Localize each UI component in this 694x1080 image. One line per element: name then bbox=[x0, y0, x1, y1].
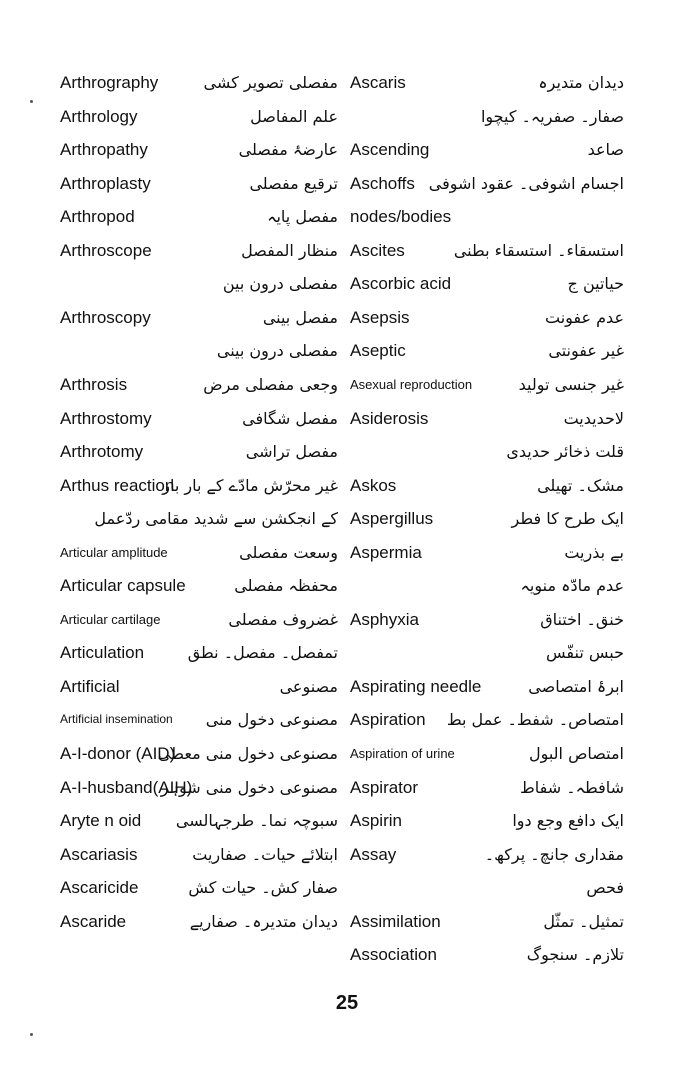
urdu-term-left: مفصلی درون بینی bbox=[216, 341, 338, 361]
english-term-left: Arthus reaction bbox=[60, 475, 175, 495]
english-term-left: Arthroscope bbox=[60, 240, 152, 260]
urdu-term-right: عدم مادّہ منویہ bbox=[520, 576, 624, 596]
entry-row bbox=[0, 905, 694, 938]
urdu-term-right: حبس تنفّس bbox=[546, 643, 624, 663]
english-term-left: Arthrostomy bbox=[60, 408, 152, 428]
entry-row bbox=[0, 569, 694, 602]
english-term-right: Aspiration bbox=[350, 710, 426, 730]
english-term-right: Aseptic bbox=[350, 341, 406, 361]
urdu-term-right: مقداری جانچ۔ پرکھ۔ bbox=[484, 844, 624, 864]
urdu-term-left: وجعی مفصلی مرض bbox=[203, 374, 338, 394]
english-term-right: Ascorbic acid bbox=[350, 274, 452, 294]
entry-row bbox=[0, 66, 694, 99]
urdu-term-left: مصنوعی دخول منی معطی bbox=[157, 744, 338, 763]
urdu-term-right: خنق۔ اختناق bbox=[540, 609, 624, 629]
urdu-term-right: امتصاص البول bbox=[528, 744, 624, 763]
urdu-term-right: حیاتین ج bbox=[567, 274, 624, 294]
english-term-right: Aspermia bbox=[350, 542, 422, 562]
urdu-term-left: مفصلی درون بین bbox=[222, 274, 338, 294]
entry-row bbox=[0, 804, 694, 837]
urdu-term-left: مصنوعی bbox=[279, 676, 338, 696]
urdu-term-right: صاعد bbox=[587, 140, 624, 160]
urdu-term-left: سبوچہ نما۔ طرجہالسی bbox=[175, 811, 338, 831]
english-term-right: nodes/bodies bbox=[350, 207, 452, 227]
english-term-left: Arthrotomy bbox=[60, 442, 144, 462]
urdu-term-left: صفار کش۔ حیات کش bbox=[188, 878, 338, 898]
urdu-term-left: مفصل شگافی bbox=[242, 408, 338, 428]
entry-row bbox=[0, 334, 694, 367]
entry-row bbox=[0, 234, 694, 267]
urdu-term-left: دیدان متدیرہ۔ صفاریے bbox=[189, 911, 338, 931]
english-term-left: Arthrography bbox=[60, 73, 159, 92]
english-term-left: A-I-donor (AID) bbox=[60, 744, 176, 763]
urdu-term-left: مفصلی تصویر کشی bbox=[203, 73, 338, 92]
entry-row bbox=[0, 636, 694, 669]
urdu-term-right: لاحدیدیت bbox=[563, 408, 624, 428]
entry-row bbox=[0, 871, 694, 904]
urdu-term-right: غیر جنسی تولید bbox=[518, 374, 624, 394]
urdu-term-right: غیر عفونتی bbox=[548, 341, 624, 361]
urdu-term-right: مشک۔ تھیلی bbox=[537, 475, 624, 495]
scan-speck bbox=[30, 1033, 33, 1036]
entry-row bbox=[0, 435, 694, 468]
english-term-left: Ascaride bbox=[60, 911, 127, 931]
english-term-right: Aspiration of urine bbox=[350, 746, 455, 761]
english-term-left: Ascariasis bbox=[60, 844, 138, 864]
urdu-term-left: مصنوعی دخول منی شوہر bbox=[160, 777, 338, 797]
scan-speck bbox=[30, 100, 33, 103]
english-term-right: Ascaris bbox=[350, 73, 406, 92]
english-term-right: Ascites bbox=[350, 240, 405, 260]
entry-row bbox=[0, 301, 694, 334]
entry-row bbox=[0, 502, 694, 535]
urdu-term-right: امتصاص۔ شفط۔ عمل بط bbox=[446, 710, 624, 730]
urdu-term-left: کے انجکشن سے شدید مقامی ردّعمل bbox=[94, 509, 338, 529]
urdu-term-right: فحص bbox=[586, 878, 624, 898]
urdu-term-right: قلت ذخائر حدیدی bbox=[506, 442, 624, 462]
english-term-right: Aspirator bbox=[350, 777, 419, 797]
urdu-term-right: بے بذریت bbox=[564, 542, 624, 562]
english-term-right: Asepsis bbox=[350, 307, 410, 327]
english-term-right: Aspirating needle bbox=[350, 676, 482, 696]
urdu-term-left: غیر محرّش مادّے کے بار بار bbox=[162, 475, 338, 495]
entry-row bbox=[0, 938, 694, 971]
english-term-right: Askos bbox=[350, 475, 397, 495]
english-term-right: Asexual reproduction bbox=[350, 376, 473, 392]
english-term-left: Articular cartilage bbox=[60, 611, 161, 627]
entry-row bbox=[0, 703, 694, 736]
english-term-right: Assay bbox=[350, 844, 397, 864]
english-term-left: Arthrology bbox=[60, 106, 138, 126]
english-term-right: Asphyxia bbox=[350, 609, 419, 629]
english-term-right: Association bbox=[350, 945, 437, 965]
entry-row bbox=[0, 737, 694, 770]
urdu-term-right: ایک دافع وجع دوا bbox=[512, 811, 624, 831]
urdu-term-right: دیدان متدیرہ bbox=[538, 73, 624, 92]
urdu-term-left: محفظہ مفصلی bbox=[234, 576, 338, 596]
entry-row bbox=[0, 200, 694, 233]
urdu-term-right: ایک طرح کا فطر bbox=[511, 509, 624, 529]
english-term-left: Articular amplitude bbox=[60, 544, 168, 560]
urdu-term-right: استسقاء۔ استسقاء بطنی bbox=[453, 240, 624, 260]
english-term-left: Articular capsule bbox=[60, 576, 186, 596]
entry-row bbox=[0, 603, 694, 636]
urdu-term-left: تمفصل۔ مفصل۔ نطق bbox=[187, 643, 338, 663]
urdu-term-right: اجسام اشوفی۔ عقود اشوفی bbox=[428, 173, 624, 193]
urdu-term-right: عدم عفونت bbox=[544, 307, 624, 327]
entry-row bbox=[0, 368, 694, 401]
urdu-term-left: مفصل تراشی bbox=[245, 442, 338, 462]
entry-row bbox=[0, 167, 694, 200]
english-term-left: Arthroplasty bbox=[60, 173, 151, 193]
english-term-left: A-I-husband(AIH) bbox=[60, 777, 193, 797]
english-term-right: Aschoffs bbox=[350, 173, 415, 193]
english-term-left: Arthropod bbox=[60, 207, 135, 227]
urdu-term-left: ترقیع مفصلی bbox=[249, 173, 338, 193]
english-term-left: Arthrosis bbox=[60, 374, 128, 394]
entry-row bbox=[0, 469, 694, 502]
page-number: 25 bbox=[335, 992, 359, 1014]
urdu-term-left: مفصل بینی bbox=[262, 307, 338, 327]
english-term-left: Articulation bbox=[60, 643, 145, 663]
urdu-term-left: عارضۂ مفصلی bbox=[238, 140, 338, 160]
urdu-term-left: ابتلائے حیات۔ صفاریت bbox=[192, 844, 338, 864]
urdu-term-left: مفصل پایہ bbox=[267, 207, 338, 227]
urdu-term-right: شافطہ۔ شفاط bbox=[519, 777, 624, 797]
urdu-term-left: مصنوعی دخول منی bbox=[205, 710, 338, 730]
urdu-term-left: علم المفاصل bbox=[250, 106, 338, 126]
entry-row bbox=[0, 267, 694, 300]
entry-row bbox=[0, 838, 694, 871]
english-term-left: Ascaricide bbox=[60, 878, 139, 898]
urdu-term-left: وسعت مفصلی bbox=[239, 542, 338, 562]
english-term-right: Aspergillus bbox=[350, 509, 434, 529]
english-term-left: Aryte n oid bbox=[60, 811, 142, 831]
urdu-term-left: منظار المفصل bbox=[241, 240, 338, 260]
urdu-term-right: تمثیل۔ تمثّل bbox=[543, 911, 624, 931]
english-term-right: Ascending bbox=[350, 140, 430, 160]
english-term-left: Artificial insemination bbox=[60, 712, 173, 727]
urdu-term-right: ابرۂ امتصاصی bbox=[528, 676, 624, 696]
entry-row bbox=[0, 670, 694, 703]
entry-row bbox=[0, 133, 694, 166]
entry-row bbox=[0, 402, 694, 435]
entry-row bbox=[0, 536, 694, 569]
entry-row bbox=[0, 771, 694, 804]
urdu-term-right: تلازم۔ سنجوگ bbox=[526, 945, 624, 965]
english-term-left: Arthroscopy bbox=[60, 307, 151, 327]
english-term-right: Assimilation bbox=[350, 911, 441, 931]
urdu-term-right: صفار۔ صفریہ۔ کیچوا bbox=[480, 106, 624, 126]
entry-row bbox=[0, 100, 694, 133]
urdu-term-left: غضروف مفصلی bbox=[228, 609, 338, 629]
english-term-right: Aspirin bbox=[350, 811, 402, 831]
english-term-left: Arthropathy bbox=[60, 140, 148, 160]
english-term-right: Asiderosis bbox=[350, 408, 429, 428]
english-term-left: Artificial bbox=[60, 676, 120, 696]
